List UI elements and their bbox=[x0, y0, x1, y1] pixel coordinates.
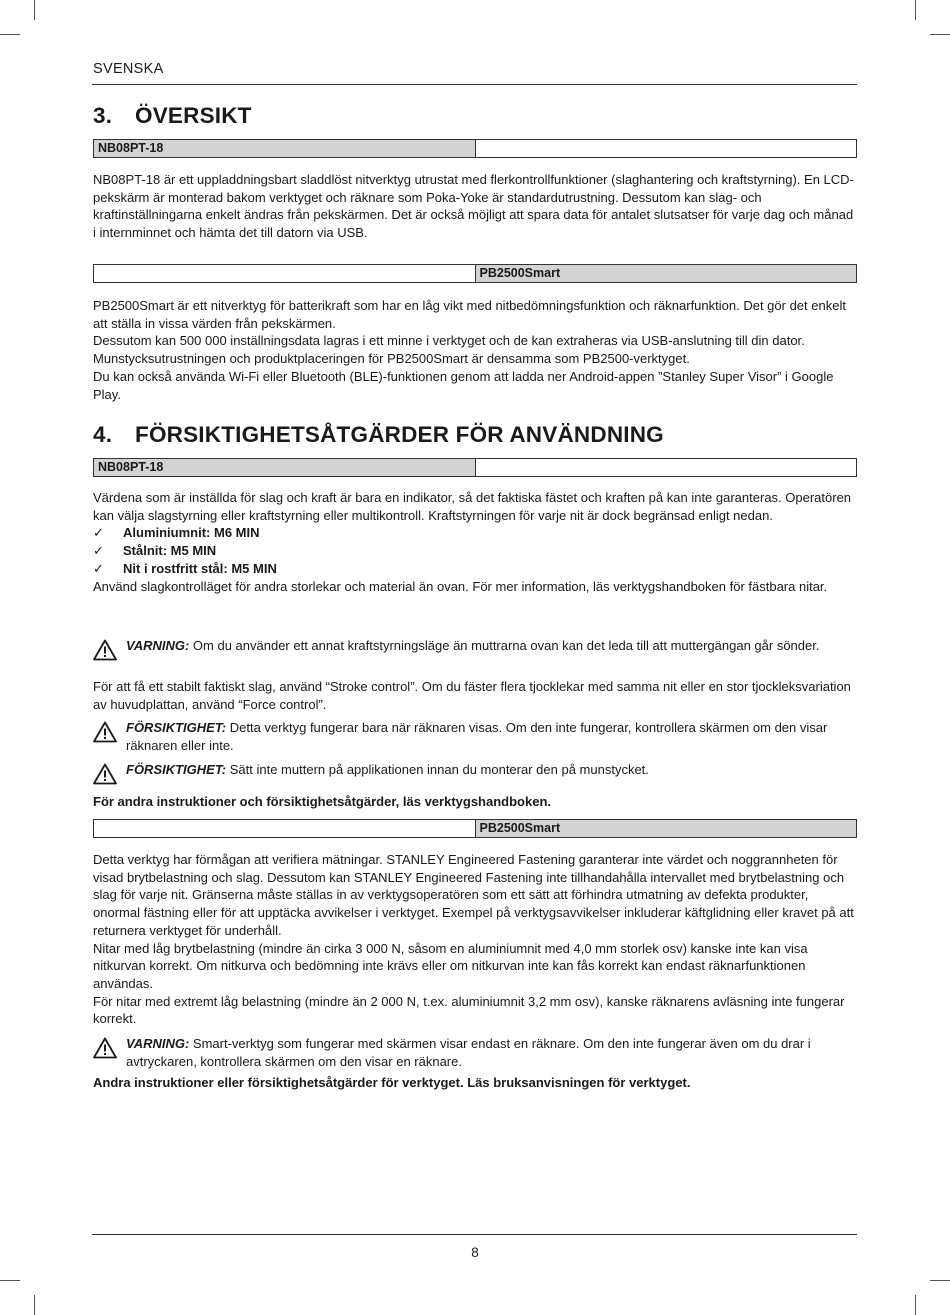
nb08pt-closing-note: För andra instruktioner och försiktighetsåtgärder, läs verktygshandboken. bbox=[93, 794, 552, 809]
notice-text bbox=[126, 761, 649, 779]
nb08pt-overview-text bbox=[93, 171, 857, 242]
warning-notice bbox=[93, 637, 857, 666]
paragraph: För nitar med extremt låg belastning (mindre än 2 000 N, t.ex. aluminiumnit 3,2 mm osv), kanske räknarens avläsning inte fungerar korrekt. bbox=[93, 993, 845, 1027]
paragraph: Nitar med låg brytbelastning (mindre än cirka 3 000 N, såsom en aluminiumnit med 4,0 mm storlek osv) kanske inte kan visa nitkurvan korrekt. Om nitkurva och bedömning inte krävs eller om nitkurvan inte kan fås korrekt kan endast räknarfunktionen användas. bbox=[93, 940, 808, 991]
pb2500-precautions-text bbox=[93, 851, 857, 1028]
notice-body: Sätt inte muttern på applikationen innan du monterar den på munstycket. bbox=[226, 762, 649, 777]
notice-body: Om du använder ett annat kraftstyrningsläge än muttrarna ovan kan det leda till att muttergängan går sönder. bbox=[189, 638, 820, 653]
list-item bbox=[93, 542, 857, 560]
crop-mark bbox=[34, 1295, 35, 1315]
section-4-heading bbox=[93, 422, 664, 448]
caution-notice bbox=[93, 719, 857, 754]
crop-mark bbox=[930, 34, 950, 35]
pb2500-overview-text bbox=[93, 297, 857, 403]
notice-label: VARNING: bbox=[126, 1036, 190, 1051]
checklist bbox=[93, 524, 857, 577]
model-tag-nb08pt: NB08PT-18 bbox=[93, 139, 476, 158]
crop-mark bbox=[915, 0, 916, 20]
section-title: ÖVERSIKT bbox=[135, 103, 252, 128]
warning-triangle-icon bbox=[93, 1035, 126, 1064]
crop-mark bbox=[34, 0, 35, 20]
model-tag-row bbox=[93, 819, 857, 838]
section-number: 3. bbox=[93, 103, 113, 128]
model-tag-empty bbox=[476, 458, 858, 477]
list-item-text: Nit i rostfritt stål: M5 MIN bbox=[123, 560, 277, 576]
model-tag-pb2500: PB2500Smart bbox=[476, 264, 858, 283]
paragraph: För att få ett stabilt faktiskt slag, använd “Stroke control”. Om du fäster flera tjocklekar med samma nit eller en stor tjockleksvariation av huvudplattan, använd “Force control”. bbox=[93, 679, 851, 712]
section-number: 4. bbox=[93, 422, 113, 447]
model-tag-empty bbox=[93, 264, 476, 283]
pb2500-closing-note: Andra instruktioner eller försiktighetsåtgärder för verktyget. Läs bruksanvisningen för verktyget. bbox=[93, 1075, 691, 1090]
model-tag-nb08pt: NB08PT-18 bbox=[93, 458, 476, 477]
crop-mark bbox=[0, 1280, 20, 1281]
model-tag-row bbox=[93, 264, 857, 283]
section-title: FÖRSIKTIGHETSÅTGÄRDER FÖR ANVÄNDNING bbox=[135, 422, 664, 447]
model-tag-empty bbox=[93, 819, 476, 838]
model-tag-row bbox=[93, 139, 857, 158]
paragraph: NB08PT-18 är ett uppladdningsbart sladdlöst nitverktyg utrustat med flerkontrollfunktioner (slaghantering och kraftstyrning). En LCD-pekskärm är monterad bakom verktyget och räknare som Poka-Yoke är standardutrustning. Dessutom kan slag- och kraftinställningarna enkelt ändras från pekskärmen. Det är också möjligt att spara data för antalet slutsatser för varje dag och månad i internminnet och hämta det till datorn via USB. bbox=[93, 172, 854, 241]
crop-mark bbox=[915, 1295, 916, 1315]
check-mark-icon: ✓ bbox=[93, 543, 104, 559]
list-item-text: Stålnit: M5 MIN bbox=[123, 543, 217, 559]
warning-triangle-icon bbox=[93, 719, 126, 748]
paragraph: Dessutom kan 500 000 inställningsdata lagras i ett minne i verktyget och de kan extraheras via USB-anslutning till din dator. bbox=[93, 333, 805, 349]
warning-notice bbox=[93, 1035, 857, 1070]
notice-label: VARNING: bbox=[126, 638, 190, 653]
list-item bbox=[93, 560, 857, 578]
caution-notice bbox=[93, 761, 857, 790]
stroke-control-text bbox=[93, 678, 857, 713]
paragraph: Värdena som är inställda för slag och kraft är bara en indikator, så det faktiska fästet och kraften på kan inte garanteras. Operatören kan välja slagstyrning eller kraftstyrning eller multikontroll. Kraftstyrningen för varje nit är dock begränsad enligt nedan. bbox=[93, 490, 852, 523]
warning-triangle-icon bbox=[93, 637, 126, 666]
model-tag-empty bbox=[476, 139, 858, 158]
notice-label: FÖRSIKTIGHET: bbox=[126, 762, 227, 777]
nb08pt-precautions-text bbox=[93, 489, 857, 595]
notice-text bbox=[126, 637, 819, 655]
paragraph: Du kan också använda Wi-Fi eller Bluetooth (BLE)-funktionen genom att ladda ner Android-appen ”Stanley Super Visor” i Google Play. bbox=[93, 368, 834, 402]
list-item-text: Aluminiumnit: M6 MIN bbox=[123, 525, 260, 541]
footer-rule bbox=[92, 1234, 857, 1235]
notice-label: FÖRSIKTIGHET: bbox=[126, 720, 227, 735]
model-tag-pb2500: PB2500Smart bbox=[476, 819, 858, 838]
section-3-heading bbox=[93, 103, 252, 129]
crop-mark bbox=[930, 1280, 950, 1281]
list-item bbox=[93, 524, 857, 542]
paragraph: Detta verktyg har förmågan att verifiera mätningar. STANLEY Engineered Fastening garanterar inte värdet och noggrannheten för visad brytbelastning och slag. Dessutom kan STANLEY Engineered Fastening inte tillhandahålla intervallet med brytbelastning och slag för varje nit. Gränserna måste ställas in av verktygsoperatören som ett sätt att förhindra utmatning av defekta produkter, onormal fästning eller för att upptäcka avvikelser i verktyget. Exempel på verktygsavvikelser inkluderar käftglidning eller kravet på att returnera verktyget för underhåll. bbox=[93, 852, 854, 938]
notice-body: Smart-verktyg som fungerar med skärmen visar endast en räknare. Om den inte fungerar även om du drar i avtryckaren, kontrollera skärmen om den visar en räknare. bbox=[126, 1036, 811, 1069]
notice-text bbox=[126, 719, 857, 754]
crop-mark bbox=[0, 34, 20, 35]
check-mark-icon: ✓ bbox=[93, 525, 104, 541]
notice-text bbox=[126, 1035, 857, 1070]
model-tag-row bbox=[93, 458, 857, 477]
paragraph: Använd slagkontrolläget för andra storlekar och material än ovan. För mer information, läs verktygshandboken för fästbara nitar. bbox=[93, 578, 828, 594]
header-rule bbox=[92, 84, 857, 85]
check-mark-icon: ✓ bbox=[93, 560, 104, 576]
notice-body: Detta verktyg fungerar bara när räknaren visas. Om den inte fungerar, kontrollera skärmen om den visar räknaren eller inte. bbox=[126, 720, 828, 753]
page-number: 8 bbox=[471, 1245, 479, 1260]
paragraph: Munstycksutrustningen och produktplaceringen för PB2500Smart är densamma som PB2500-verktyget. bbox=[93, 351, 690, 367]
warning-triangle-icon bbox=[93, 761, 126, 790]
header-language: SVENSKA bbox=[93, 61, 164, 77]
paragraph: PB2500Smart är ett nitverktyg för batterikraft som har en låg vikt med nitbedömningsfunktion och räknarfunktion. Det gör det enkelt att ställa in vissa värden från pekskärmen. bbox=[93, 298, 846, 331]
